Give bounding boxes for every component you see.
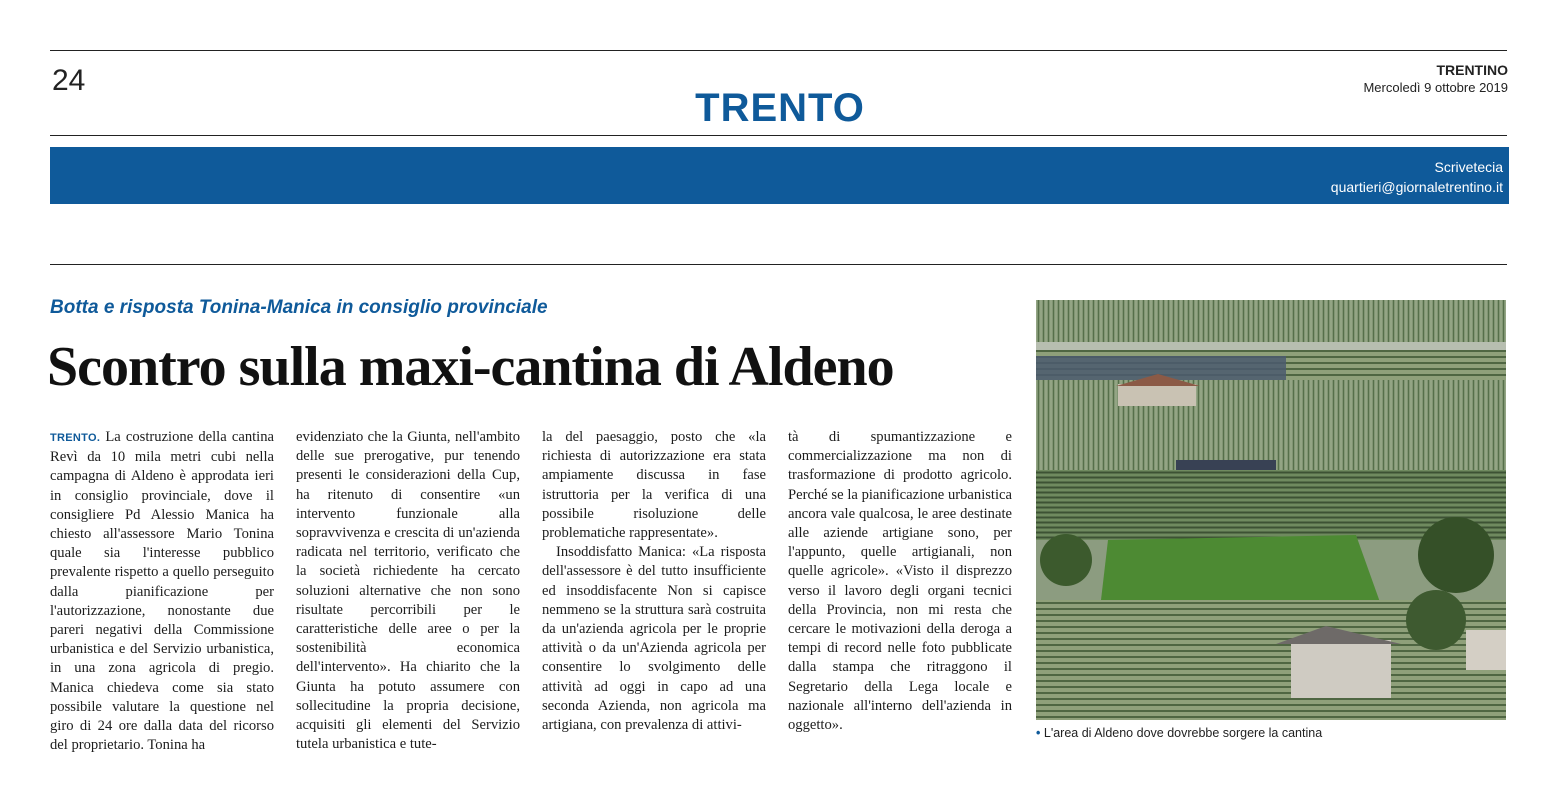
caption-bullet-icon: • — [1036, 726, 1041, 740]
article-column-2 — [296, 428, 520, 754]
column-3-paragraph-1: la del paesaggio, posto che «la richiesta di autorizzazione era stata ampiamente discussa in fase istruttoria per la verifica di una possibile risoluzione delle problematiche rappresentate». — [542, 429, 766, 542]
photo-caption — [1036, 726, 1322, 740]
article-column-1 — [50, 428, 274, 755]
column-1-text: La costruzione della cantina Revì da 10 mila metri cubi nella campagna di Aldeno è approdata ieri in consiglio provinciale, dove il consigliere Pd Alessio Manica ha chiesto all'assessore Mario Tonina quale sia l'interesse pubblico prevalente rispetto a quello perseguito dalla pianificazione per l'autorizzazione, nonostante due pareri negativi della Commissione urbanistica e del Servizio urbanistica, in una zona agricola di pregio. Manica chiedeva come sia stato possibile valutare la questione nel giro di 24 ore dalla data del ricorso del proprietario. Tonina ha — [50, 429, 274, 754]
dateline: TRENTO. — [50, 432, 101, 444]
article-column-3 — [542, 428, 766, 735]
caption-text: L'area di Aldeno dove dovrebbe sorgere la cantina — [1043, 726, 1323, 740]
masthead — [1363, 62, 1508, 95]
contact-email[interactable]: quartieri@giornaletrentino.it — [1330, 179, 1503, 195]
column-2-text: evidenziato che la Giunta, nell'ambito delle sue prerogative, pur tenendo presenti le considerazioni della Cup, ha ritenuto di consentire «un intervento funzionale alla sopravvivenza e crescita di un'azienda radicata nel territorio, verificato che la società richiedente ha cercato soluzioni alternative che non sono risultate percorribili per le caratteristiche delle aree o per la sostenibilità economica dell'intervento». Ha chiarito che la Giunta ha potuto assumere con sollecitudine la propria decisione, acquisiti gli elementi del Servizio tutela urbanistica e tute- — [296, 429, 520, 753]
contact-box — [1331, 157, 1503, 197]
section-title: TRENTO — [695, 86, 865, 130]
column-4-text: tà di spumantizzazione e commercializzazione ma non di trasformazione di prodotto agricolo. Perché se la pianificazione urbanistica ancora vale qualcosa, le aree destinate alle aziende artigiane sono, per l'appunto, quelle artigianali, non quelle agricole». «Visto il disprezzo verso il lavoro degli organi tecnici della Provincia, non mi resta che cercare le motivazioni della deroga a tempi di record nelle foto pubblicate dalla stampa che ritraggono il Segretario della Lega locale e nazionale all'interno dell'azienda in oggetto». — [788, 429, 1012, 734]
newspaper-name: TRENTINO — [1436, 62, 1508, 78]
article-kicker: Botta e risposta Tonina-Manica in consiglio provinciale — [50, 297, 548, 318]
section-rule — [50, 135, 1507, 136]
article-photo — [1036, 300, 1506, 720]
section-banner — [50, 147, 1509, 204]
page-number: 24 — [52, 64, 86, 97]
contact-label: Scrivetecia — [1434, 159, 1503, 175]
aldeno-landscape-photo — [1036, 300, 1506, 720]
issue-date: Mercoledì 9 ottobre 2019 — [1363, 80, 1508, 95]
top-rule — [50, 50, 1507, 51]
column-3-paragraph-2: Insoddisfatto Manica: «La risposta dell'assessore è del tutto insufficiente ed insoddisfacente Non si capisce nemmeno se la struttura sarà costruita da un'azienda agricola per le proprie attività o da un'Azienda agricola per consentire lo svolgimento delle attività ad oggi in capo ad una seconda Azienda, non agricola ma artigiana, con prevalenza di attivi- — [542, 544, 766, 734]
article-headline: Scontro sulla maxi-cantina di Aldeno — [47, 336, 894, 398]
article-column-4 — [788, 428, 1012, 735]
article-rule — [50, 264, 1507, 265]
